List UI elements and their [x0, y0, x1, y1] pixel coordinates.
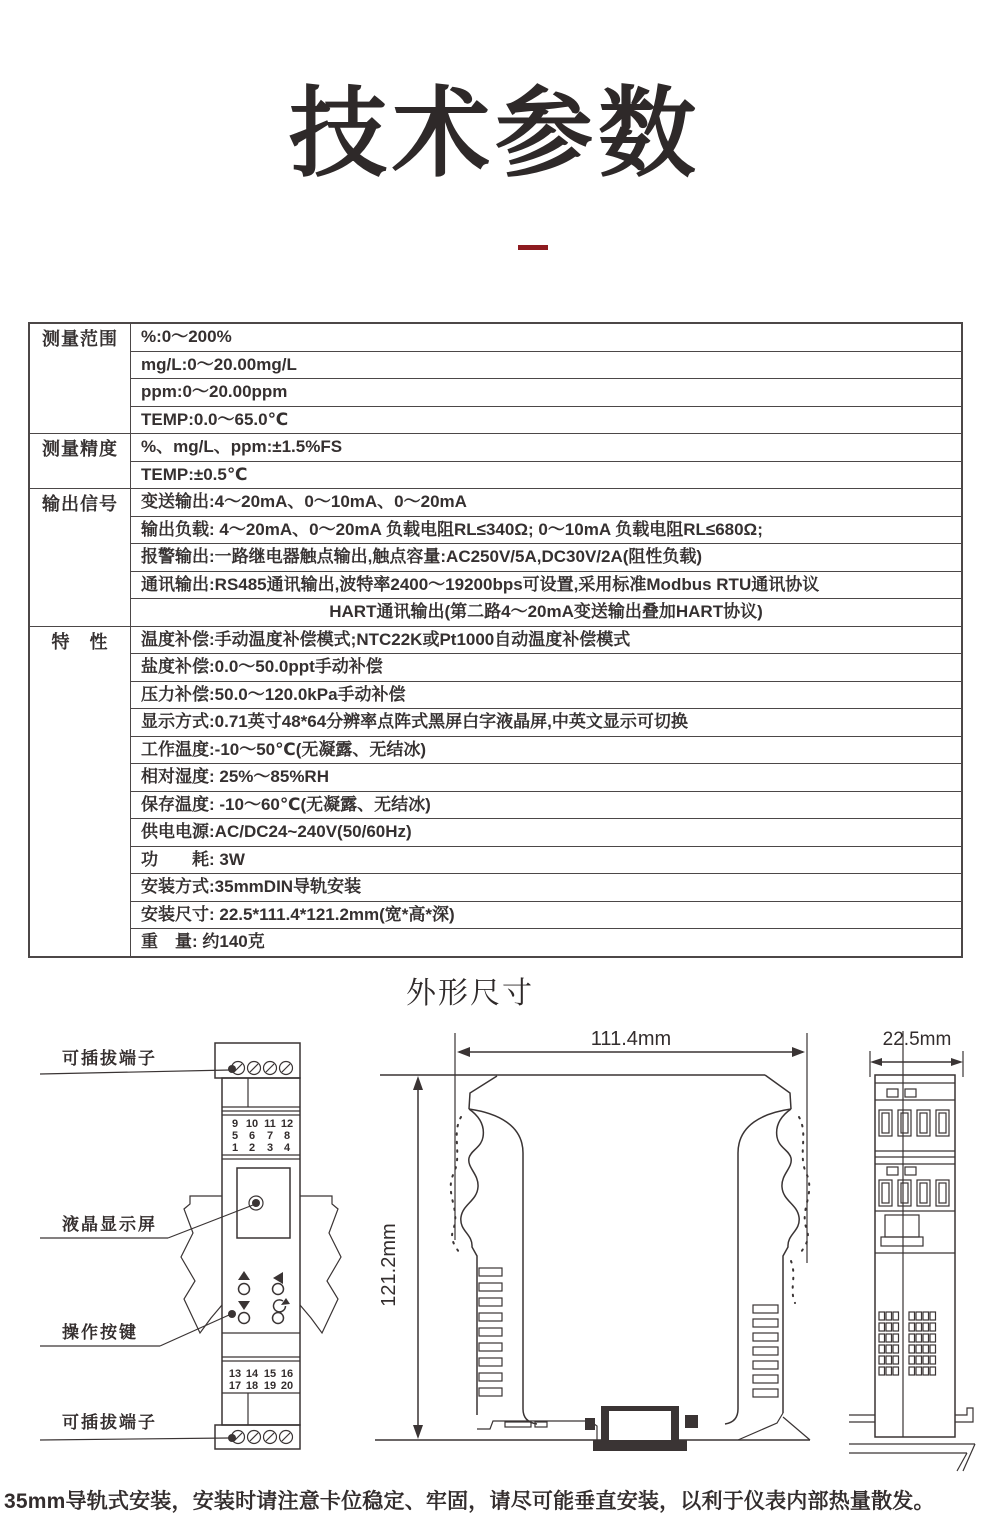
spec-row	[29, 681, 962, 709]
terminal-number: 10	[245, 1118, 259, 1130]
terminal-number: 20	[280, 1380, 294, 1392]
spec-row	[29, 709, 962, 737]
spec-value: 通讯输出:RS485通讯输出,波特率2400～19200bps可设置,采用标准Modbus RTU通讯协议	[131, 571, 963, 599]
terminal-number: 9	[231, 1118, 239, 1130]
spec-row	[29, 323, 962, 351]
spec-row	[29, 434, 962, 462]
spec-group-label: 测量精度	[29, 434, 131, 489]
spec-value: 报警输出:一路继电器触点输出,触点容量:AC250V/5A,DC30V/2A(阻性负载)	[131, 544, 963, 572]
spec-row	[29, 846, 962, 874]
din-rail-clip	[585, 1406, 698, 1451]
spec-value: 安装尺寸: 22.5*111.4*121.2mm(宽*高*深)	[131, 901, 963, 929]
spec-row	[29, 874, 962, 902]
spec-row	[29, 599, 962, 627]
spec-value: %:0～200%	[131, 323, 963, 351]
page-title: 技术参数	[288, 78, 701, 188]
spec-row	[29, 929, 962, 957]
spec-value: 显示方式:0.71英寸48*64分辨率点阵式黑屏白字液晶屏,中英文显示可切换	[131, 709, 963, 737]
spec-group-label: 测量范围	[29, 323, 131, 434]
up-arrow-icon	[238, 1271, 250, 1280]
height-dimension-label: 121.2mm	[378, 1223, 400, 1307]
terminal-number: 1	[231, 1142, 239, 1154]
spec-row	[29, 791, 962, 819]
title-divider	[518, 245, 548, 250]
terminal-number: 12	[280, 1118, 294, 1130]
terminal-number: 16	[280, 1368, 294, 1380]
terminal-slots-row1	[879, 1110, 949, 1136]
label-bottom-terminal: 可插拔端子	[62, 1413, 157, 1432]
terminal-slots-row2	[879, 1180, 949, 1206]
terminal-number: 8	[283, 1130, 291, 1142]
terminal-number: 7	[266, 1130, 274, 1142]
spec-value: ppm:0～20.00ppm	[131, 379, 963, 407]
left-arrow-icon	[273, 1272, 283, 1284]
spec-row	[29, 461, 962, 489]
vent-slats-right	[753, 1305, 778, 1397]
enter-button	[273, 1313, 284, 1324]
label-top-terminal: 可插拔端子	[62, 1049, 157, 1068]
spec-value: 供电电源:AC/DC24~240V(50/60Hz)	[131, 819, 963, 847]
spec-value: 输出负载: 4～20mA、0～20mA 负载电阻RL≤340Ω; 0～10mA 负载电阻RL≤680Ω;	[131, 516, 963, 544]
terminal-number: 18	[245, 1380, 259, 1392]
spec-row	[29, 571, 962, 599]
terminal-number: 3	[266, 1142, 274, 1154]
spec-row	[29, 819, 962, 847]
spec-group-label: 特 性	[29, 626, 131, 957]
operation-buttons	[238, 1271, 290, 1324]
spec-table	[28, 322, 963, 958]
terminal-number: 5	[231, 1130, 239, 1142]
depth-dimension-label: 22.5mm	[882, 1029, 952, 1050]
down-button	[239, 1313, 250, 1324]
terminal-number: 19	[263, 1380, 277, 1392]
label-buttons: 操作按键	[62, 1323, 138, 1342]
spec-row	[29, 489, 962, 517]
left-button	[273, 1284, 284, 1295]
spec-value: 工作温度:-10～50℃(无凝露、无结冰)	[131, 736, 963, 764]
terminal-number: 15	[263, 1368, 277, 1380]
top-view-drawing	[845, 1025, 990, 1475]
spec-value: 功 耗: 3W	[131, 846, 963, 874]
module-top-view-body	[875, 1075, 955, 1437]
spec-value: %、mg/L、ppm:±1.5%FS	[131, 434, 963, 462]
vent-grid-right	[909, 1312, 936, 1375]
spec-table-body	[29, 323, 962, 957]
enter-loop-arrowhead	[281, 1298, 290, 1305]
latch-window	[885, 1215, 919, 1237]
terminal-numbers-top	[232, 1118, 293, 1154]
spec-row	[29, 626, 962, 654]
spec-row	[29, 379, 962, 407]
terminal-number: 13	[228, 1368, 242, 1380]
spec-value: HART通讯输出(第二路4～20mA变送输出叠加HART协议)	[131, 599, 963, 627]
spec-row	[29, 736, 962, 764]
spec-value: 压力补偿:50.0～120.0kPa手动补偿	[131, 681, 963, 709]
side-view-drawing	[365, 1025, 815, 1470]
spec-value: TEMP:±0.5℃	[131, 461, 963, 489]
din-rail-left-plate	[181, 1196, 222, 1333]
spec-group-label: 输出信号	[29, 489, 131, 627]
spec-value: mg/L:0～20.00mg/L	[131, 351, 963, 379]
installation-note: 35mm导轨式安装，安装时请注意卡位稳定、牢固，请尽可能垂直安装，以利于仪表内部热量散发。	[4, 1490, 935, 1513]
terminal-number: 2	[248, 1142, 256, 1154]
din-rail-bottom	[849, 1408, 975, 1471]
spec-row	[29, 351, 962, 379]
spec-value: 盐度补偿:0.0～50.0ppt手动补偿	[131, 654, 963, 682]
vent-grid-left	[879, 1312, 899, 1375]
leader-dot-lcd	[252, 1199, 260, 1207]
din-rail-right-plate	[300, 1196, 341, 1333]
down-arrow-icon	[238, 1301, 250, 1310]
spec-value: 安装方式:35mmDIN导轨安装	[131, 874, 963, 902]
spec-value: 温度补偿:手动温度补偿模式;NTC22K或Pt1000自动温度补偿模式	[131, 626, 963, 654]
spec-row	[29, 901, 962, 929]
spec-value: 重 量: 约140克	[131, 929, 963, 957]
front-view-drawing	[30, 1030, 360, 1470]
spec-row	[29, 764, 962, 792]
spec-value: 变送输出:4～20mA、0～10mA、0～20mA	[131, 489, 963, 517]
bottom-terminal-screws	[232, 1431, 293, 1444]
top-terminal-screws	[232, 1062, 293, 1075]
terminal-numbers-bottom	[229, 1368, 293, 1392]
spec-value: 相对湿度: 25%～85%RH	[131, 764, 963, 792]
vent-slats-left	[479, 1268, 502, 1396]
spec-row	[29, 406, 962, 434]
width-dimension-label: 111.4mm	[590, 1028, 672, 1050]
terminal-number: 11	[264, 1118, 276, 1130]
terminal-number: 4	[283, 1142, 291, 1154]
spec-row	[29, 654, 962, 682]
spec-row	[29, 544, 962, 572]
terminal-number: 17	[228, 1380, 242, 1392]
terminal-number: 6	[248, 1130, 256, 1142]
spec-row	[29, 516, 962, 544]
up-button	[239, 1284, 250, 1295]
leader-dot-buttons	[228, 1310, 236, 1318]
spec-value: TEMP:0.0～65.0℃	[131, 406, 963, 434]
leader-dot-bottom-terminal	[228, 1434, 236, 1442]
dimensions-section-title: 外形尺寸	[406, 977, 534, 1010]
bottom-terminal-block	[215, 1425, 300, 1449]
spec-value: 保存温度: -10～60℃(无凝露、无结冰)	[131, 791, 963, 819]
leader-dot-top-terminal	[228, 1065, 236, 1073]
label-lcd: 液晶显示屏	[62, 1215, 157, 1234]
terminal-number: 14	[245, 1368, 259, 1380]
